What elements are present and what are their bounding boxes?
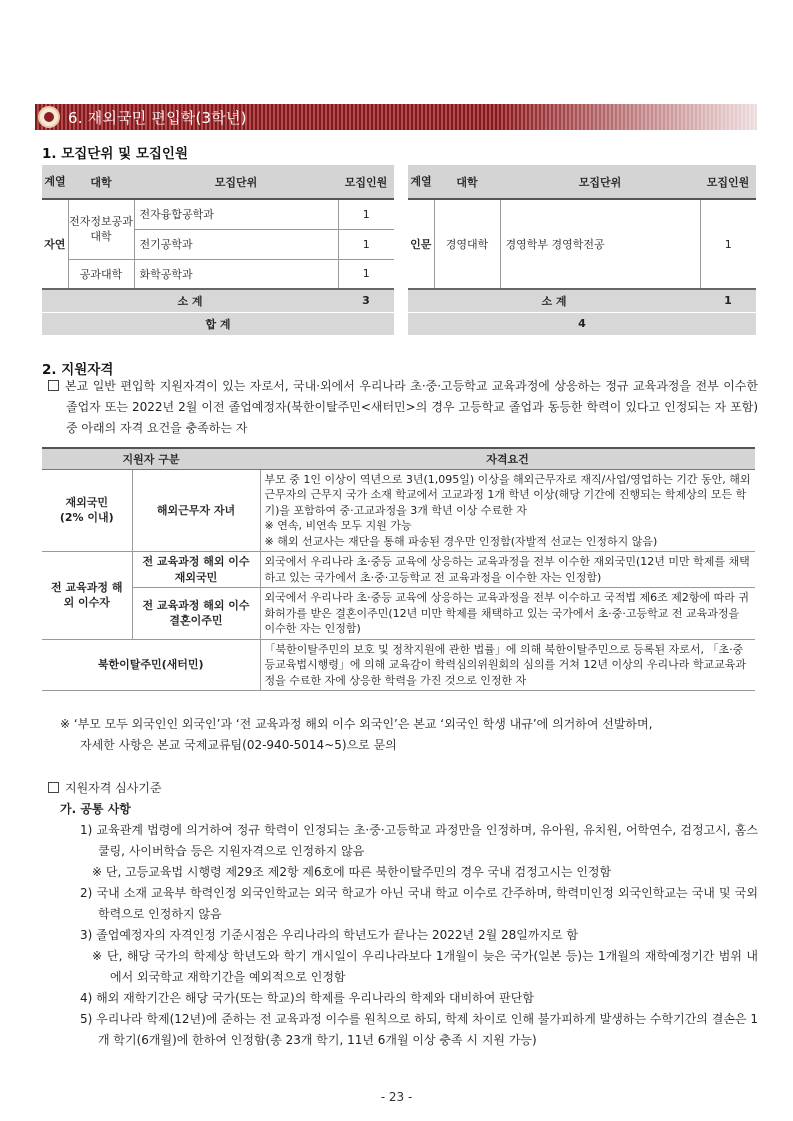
section-title: 6. 재외국민 편입학(3학년)	[68, 108, 247, 127]
unit-name: 화학공학과	[134, 259, 338, 289]
page-number: - 23 -	[380, 1090, 413, 1104]
group-label: 자연	[42, 199, 68, 289]
eligibility-heading: 2. 지원자격	[42, 362, 114, 378]
unit-count: 1	[724, 237, 732, 251]
section-banner	[35, 104, 757, 130]
university-emblem-icon	[38, 106, 60, 128]
recruit-heading: 1. 모집단위 및 모집인원	[42, 146, 188, 162]
review-item-4: 4) 해외 재학기간은 해당 국가(또는 학교)의 학제를 우리나라의 학제와 대비하여 판단함	[80, 991, 534, 1005]
review-item-1: 1) 교육관계 법령에 의거하여 정규 학력이 인정되는 초·중·고등학교 과정만을 인정하며, 유아원, 유치원, 어학연수, 검정고시, 홈스쿨링, 사이버학습 등은 지원자격으로 인정하지 않음	[80, 823, 758, 858]
header-group: 계열	[42, 165, 68, 199]
eligibility-note: ※ ‘부모 모두 외국인인 외국인’과 ‘전 교육과정 해외 이수 외국인’은 본교 ‘외국인 학생 내규’에 의거하여 선발하며, 자세한 사항은 본교 국제교류팀(02-940-5014~5)으로 문의	[60, 717, 653, 752]
header-unit: 모집단위	[500, 165, 700, 199]
college-name: 경영대학	[434, 199, 500, 289]
college-name: 전자정보공과대학	[68, 199, 134, 259]
full-course-marriage-label: 전 교육과정 해외 이수 결혼이주민	[132, 588, 260, 640]
subtotal-label: 소 계	[42, 289, 338, 312]
unit-name: 전자융합공학과	[134, 199, 338, 229]
subtotal-value: 1	[700, 289, 756, 312]
review-heading: 지원자격 심사기준	[48, 778, 758, 799]
review-item-3: 3) 졸업예정자의 자격인정 기준시점은 우리나라의 학년도가 끝나는 2022년 2월 28일까지로 함	[80, 928, 579, 942]
overseas-group-label: 재외국민 (2% 이내)	[42, 469, 132, 552]
full-course-marriage-requirement: 외국에서 우리나라 초·중등 교육에 상응하는 교육과정을 전부 이수하고 국적법 제6조 제2항에 따라 귀화허가를 받은 결혼이주민(12년 미만 학제를 채택하고 있는 국가에서 초·중·고등학교 전 교육과정을 이수한 자는 인정함)	[260, 588, 755, 640]
header-unit: 모집단위	[134, 165, 338, 199]
review-item-1-note: ※ 단, 고등교육법 시행령 제29조 제2항 제6호에 따른 북한이탈주민의 경우 국내 검정고시는 인정함	[92, 865, 612, 879]
header-group: 계열	[408, 165, 434, 199]
full-course-citizen-requirement: 외국에서 우리나라 초·중등 교육에 상응하는 교육과정을 전부 이수한 재외국민(12년 미만 학제를 채택하고 있는 국가에서 초·중·고등학교 전 교육과정을 이수한 자는 인정함)	[260, 552, 755, 588]
overseas-type-label: 해외근무자 자녀	[132, 469, 260, 552]
header-requirements: 자격요건	[260, 448, 755, 469]
full-course-group-label: 전 교육과정 해외 이수자	[42, 552, 132, 640]
review-section	[48, 778, 758, 1051]
checkbox-icon	[48, 782, 59, 793]
unit-count: 1	[338, 229, 394, 259]
group-label: 인문	[408, 199, 434, 289]
total-value: 4	[408, 312, 756, 335]
subtotal-label: 소 계	[408, 289, 700, 312]
unit-name: 전기공학과	[134, 229, 338, 259]
recruit-table-science	[42, 165, 394, 335]
full-course-citizen-label: 전 교육과정 해외 이수 재외국민	[132, 552, 260, 588]
review-item-2: 2) 국내 소재 교육부 학력인정 외국인학교는 외국 학교가 아닌 국내 학교 이수로 간주하며, 학력미인정 외국인학교는 국내 및 국외 학력으로 인정하지 않음	[80, 886, 758, 921]
nk-defector-requirement: 「북한이탈주민의 보호 및 정착지원에 관한 법률」에 의해 북한이탈주민으로 등록된 자로서, 「초·중등교육법시행령」에 의해 교육감이 학력심의위원회의 심의를 거쳐 12년 이상의 우리나라 학교교육과정을 수료한 자에 상응한 학력을 가진 것으로 인정한 자	[260, 639, 755, 691]
total-label: 합 계	[42, 312, 394, 335]
overseas-requirement: 부모 중 1인 이상이 역년으로 3년(1,095일) 이상을 해외근무자로 재직/사업/영업하는 기간 동안, 해외근무자의 근무지 국가 소재 학교에서 고교과정 1개 학년 이상(해당 기간에 진행되는 학제상의 모든 학기)을 포함하여 중·고교과정을 3개 학년 이상 수료한 자 ※ 연속, 비연속 모두 지원 가능 ※ 해외 선교사는 재단을 통해 파송된 경우만 인정함(자발적 선교는 인정하지 않음)	[260, 469, 755, 552]
review-subheading: 가. 공통 사항	[60, 802, 131, 816]
review-item-5: 5) 우리나라 학제(12년)에 준하는 전 교육과정 이수를 원칙으로 하되, 학제 차이로 인해 불가피하게 발생하는 수학기간의 결손은 1개 학기(6개월)에 한하여 인정함(총 23개 학기, 11년 6개월 이상 충족 시 지원 가능)	[80, 1012, 758, 1047]
header-college: 대학	[68, 165, 134, 199]
header-applicant-type: 지원자 구분	[42, 448, 260, 469]
unit-count: 1	[362, 267, 370, 281]
eligibility-table	[42, 447, 755, 691]
recruit-table-humanities	[408, 165, 756, 335]
header-college: 대학	[434, 165, 500, 199]
college-name: 공과대학	[68, 259, 134, 289]
header-count: 모집인원	[700, 165, 756, 199]
checkbox-icon	[48, 380, 59, 391]
unit-count: 1	[338, 199, 394, 229]
review-item-3-note: ※ 단, 해당 국가의 학제상 학년도와 학기 개시일이 우리나라보다 1개월이 늦은 국가(일본 등)는 1개월의 재학예정기간 범위 내에서 외국학교 재학기간을 예외적으로 인정함	[92, 949, 758, 984]
header-count: 모집인원	[338, 165, 394, 199]
nk-defector-label: 북한이탈주민(새터민)	[42, 639, 260, 691]
subtotal-value: 3	[338, 289, 394, 312]
unit-name: 경영학부 경영학전공	[500, 199, 700, 289]
eligibility-intro: 본교 일반 편입학 지원자격이 있는 자로서, 국내·외에서 우리나라 초·중·고등학교 교육과정에 상응하는 정규 교육과정을 전부 이수한 졸업자 또는 2022년 2월 이전 졸업예정자(북한이탈주민<새터민>의 경우 고등학교 졸업과 동등한 학력이 있다고 인정되는 자 포함) 중 아래의 자격 요건을 충족하는 자	[48, 376, 758, 439]
